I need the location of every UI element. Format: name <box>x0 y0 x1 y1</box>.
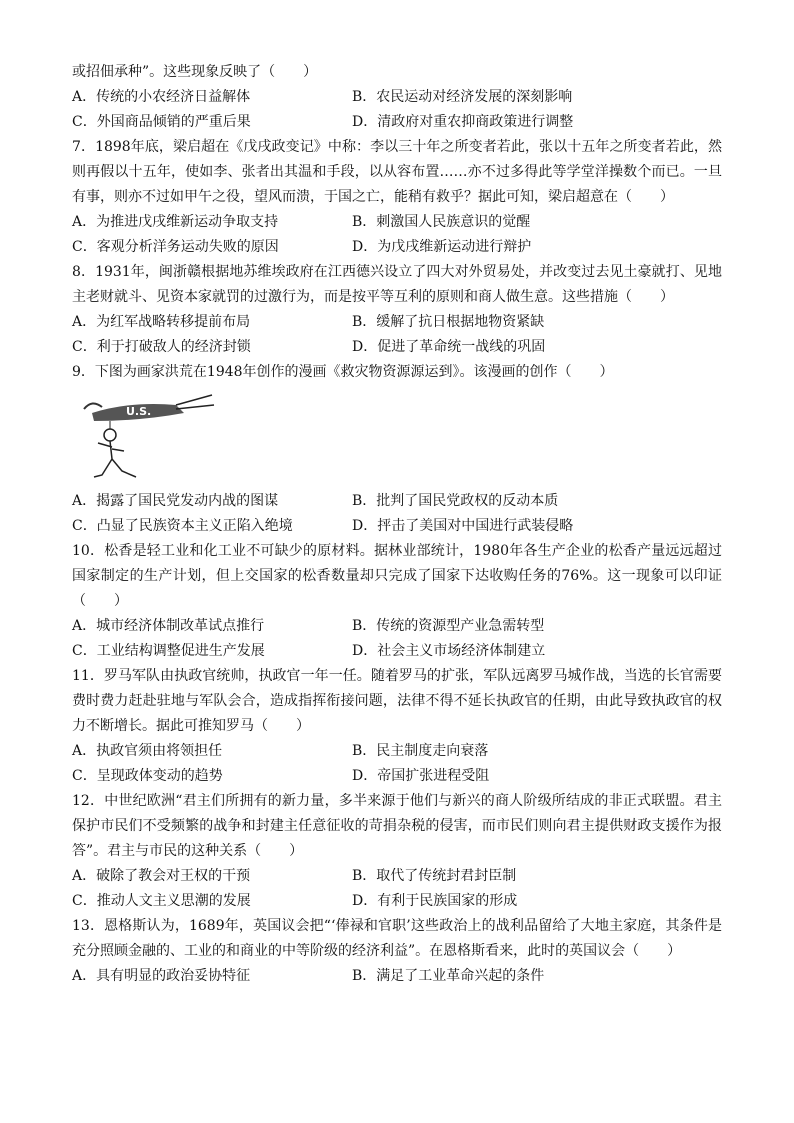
option-b[interactable]: B．满足了工业革命兴起的条件 <box>352 968 545 984</box>
question-11 <box>72 664 722 789</box>
question-stem: 7．1898年底，梁启超在《戊戌政变记》中称：李以三十年之所变者若此，张以十五年之所变者若此，然则再假以十五年，使如李、张者出其温和手段，以从容布置……亦不过多得此等学堂洋操数个而已。一旦有事，则亦不过如甲午之役，望风而溃，于国之亡，能稍有救乎？据此可知，梁启超意在（ ） <box>72 139 722 205</box>
cartoon-label: U.S. <box>126 405 152 418</box>
question-stem: 12．中世纪欧洲“君主们所拥有的新力量，多半来源于他们与新兴的商人阶级所结成的非正式联盟。君主保护市民们不受频繁的战争和封建主任意征收的苛捐杂税的侵害，而市民们则向君主提供财政支援作为报答”。君主与市民的这种关系（ ） <box>72 793 722 859</box>
option-c[interactable]: C．呈现政体变动的趋势 <box>72 768 223 784</box>
question-stem: 13．恩格斯认为，1689年，英国议会把“‘俸禄和官职’这些政治上的战利品留给了大地主家庭，其条件是充分照顾金融的、工业的和商业的中等阶级的经济利益”。在恩格斯看来，此时的英国议会（ ） <box>72 918 722 959</box>
cartoon-head <box>104 429 116 441</box>
options-row <box>72 764 722 789</box>
option-c[interactable]: C．推动人文主义思潮的发展 <box>72 893 251 909</box>
question-7 <box>72 135 722 260</box>
question-stem: 10．松香是轻工业和化工业不可缺少的原材料。据林业部统计，1980年各生产企业的松香产量远远超过国家制定的生产计划，但上交国家的松香数量却只完成了国家下达收购任务的76%。这一现象可以印证（ ） <box>72 543 722 609</box>
question-8 <box>72 260 722 360</box>
option-b[interactable]: B．取代了传统封君封臣制 <box>352 868 517 884</box>
options-row <box>72 639 722 664</box>
option-a[interactable]: A．具有明显的政治妥协特征 <box>72 968 251 984</box>
options-row <box>72 864 722 889</box>
options-row <box>72 964 722 989</box>
option-d[interactable]: D．为戊戌维新运动进行辩护 <box>352 239 532 255</box>
question-13 <box>72 914 722 989</box>
option-c[interactable]: C．工业结构调整促进生产发展 <box>72 643 265 659</box>
option-b[interactable]: B．批判了国民党政权的反动本质 <box>352 493 559 509</box>
option-b[interactable]: B．缓解了抗日根据地物资紧缺 <box>352 314 545 330</box>
option-d[interactable]: D．清政府对重农抑商政策进行调整 <box>352 114 574 130</box>
option-c[interactable]: C．利于打破敌人的经济封锁 <box>72 339 251 355</box>
lead-line: 或招佃承种”。这些现象反映了（ ） <box>72 64 318 80</box>
option-a[interactable]: A．传统的小农经济日益解体 <box>72 89 251 105</box>
cartoon-body <box>94 441 136 477</box>
option-d[interactable]: D．社会主义市场经济体制建立 <box>352 643 546 659</box>
question-9 <box>72 360 722 539</box>
option-b[interactable]: B．传统的资源型产业急需转型 <box>352 618 545 634</box>
option-a[interactable]: A．为红军战略转移提前布局 <box>72 314 251 330</box>
option-d[interactable]: D．有利于民族国家的形成 <box>352 893 518 909</box>
option-a[interactable]: A．揭露了国民党发动内战的图谋 <box>72 493 279 509</box>
question-10 <box>72 539 722 664</box>
cartoon-cigar-tip <box>84 403 102 409</box>
question-stem: 8．1931年，闽浙赣根据地苏维埃政府在江西德兴设立了四大对外贸易处，并改变过去见土豪就打、见地主老财就斗、见资本家就罚的过激行为，而是按平等互利的原则和商人做生意。这些措施（ ） <box>72 264 722 305</box>
exam-page <box>72 60 722 989</box>
question-12 <box>72 789 722 914</box>
option-b[interactable]: B．民主制度走向衰落 <box>352 743 489 759</box>
options-row <box>72 335 722 360</box>
option-b[interactable]: B．刺激国人民族意识的觉醒 <box>352 214 531 230</box>
options-row <box>72 514 722 539</box>
option-a[interactable]: A．执政官须由将领担任 <box>72 743 223 759</box>
option-d[interactable]: D．抨击了美国对中国进行武装侵略 <box>352 518 574 534</box>
option-d[interactable]: D．帝国扩张进程受阻 <box>352 768 490 784</box>
option-b[interactable]: B．农民运动对经济发展的深刻影响 <box>352 89 573 105</box>
cartoon-image <box>80 391 230 487</box>
option-c[interactable]: C．客观分析洋务运动失败的原因 <box>72 239 279 255</box>
options-row <box>72 210 722 235</box>
option-a[interactable]: A．为推进戊戌维新运动争取支持 <box>72 214 279 230</box>
cartoon-smoke <box>176 395 214 409</box>
lead-options-row-1 <box>72 85 722 110</box>
option-a[interactable]: A．破除了教会对王权的干预 <box>72 868 251 884</box>
option-a[interactable]: A．城市经济体制改革试点推行 <box>72 618 265 634</box>
options-row <box>72 739 722 764</box>
option-c[interactable]: C．凸显了民族资本主义正陷入绝境 <box>72 518 293 534</box>
options-row <box>72 235 722 260</box>
question-stem: 9．下图为画家洪荒在1948年创作的漫画《救灾物资源源运到》。该漫画的创作（ ） <box>72 364 614 380</box>
cartoon-figure <box>72 385 722 489</box>
options-row <box>72 614 722 639</box>
options-row <box>72 889 722 914</box>
lead-options-row-2 <box>72 110 722 135</box>
options-row <box>72 489 722 514</box>
options-row <box>72 310 722 335</box>
question-stem: 11．罗马军队由执政官统帅，执政官一年一任。随着罗马的扩张，军队远离罗马城作战，当选的长官需要费时费力赶赴驻地与军队会合，造成指挥衔接问题，法律不得不延长执政官的任期，由此导致执政官的权力不断增长。据此可推知罗马（ ） <box>72 668 722 734</box>
option-d[interactable]: D．促进了革命统一战线的巩固 <box>352 339 546 355</box>
option-c[interactable]: C．外国商品倾销的严重后果 <box>72 114 251 130</box>
